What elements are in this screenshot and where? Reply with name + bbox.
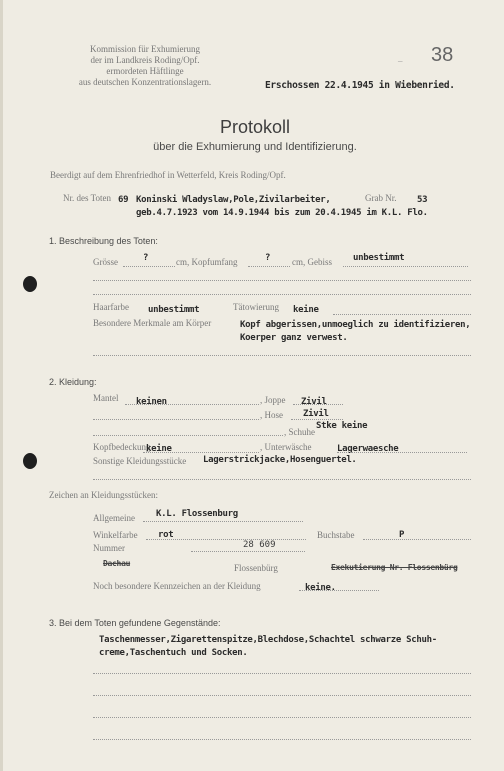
trousers-value: Zivil: [303, 409, 329, 419]
size-label: Grösse: [93, 257, 118, 267]
jacket-line: [293, 404, 343, 405]
size-line: [123, 266, 175, 267]
commission-line-2: der im Landkreis Roding/Opf.: [90, 55, 200, 65]
shoes-label: , Schuhe: [284, 427, 315, 437]
underwear-line: [337, 452, 467, 453]
teeth-line: [343, 266, 468, 267]
jacket-value: Zivil: [301, 397, 327, 407]
underwear-label: , Unterwäsche: [260, 442, 312, 452]
punch-hole: [23, 276, 37, 292]
further-marks-value: keine.: [305, 583, 336, 593]
other-clothing-label: Sonstige Kleidungsstücke: [93, 456, 187, 466]
angle-color-label: Winkelfarbe: [93, 530, 138, 540]
tattoo-label: Tätowierung: [233, 302, 279, 312]
blank-line: [93, 673, 471, 674]
blank-line: [93, 479, 471, 480]
punch-hole: [23, 453, 37, 469]
flossenburg-label: Flossenbürg: [234, 563, 278, 573]
clothing-marks-heading: Zeichen an Kleidungsstücken:: [49, 490, 158, 500]
angle-color-line: [146, 539, 306, 540]
headwear-value: keine: [146, 444, 172, 454]
headwear-label: Kopfbedeckung: [93, 442, 151, 452]
tattoo-line: [333, 314, 471, 315]
blank-line: [93, 739, 471, 740]
headwear-line: [143, 452, 259, 453]
blank-line: [93, 294, 471, 295]
dead-number-label: Nr. des Toten: [63, 193, 111, 203]
commission-line-4: aus deutschen Konzentrationslagern.: [78, 77, 212, 87]
blank-line: [93, 435, 283, 436]
size-value: ?: [143, 253, 149, 263]
blank-line: [93, 695, 471, 696]
section-description-heading: 1. Beschreibung des Toten:: [49, 236, 158, 246]
page-title: Protokoll: [219, 117, 291, 137]
blank-line: [93, 419, 259, 420]
page-subtitle: über die Exhumierung und Identifizierung.: [153, 141, 357, 153]
number-label: Nummer: [93, 543, 125, 553]
underwear-value: Lagerwaesche: [337, 444, 399, 454]
items-line-2: creme,Taschentuch und Socken.: [99, 648, 248, 658]
coat-label: Mantel: [93, 393, 119, 403]
marks-value-1: Kopf abgerissen,unmoeglich zu identifizieren,: [240, 320, 471, 330]
marks-value-2: Koerper ganz verwest.: [240, 333, 348, 343]
section-clothing-heading: 2. Kleidung:: [49, 377, 97, 387]
grave-label: Grab Nr.: [365, 193, 397, 203]
marks-label: Besondere Merkmale am Körper: [93, 318, 212, 328]
burial-line: Beerdigt auf dem Ehrenfriedhof in Wetterfeld, Kreis Roding/Opf.: [50, 170, 286, 180]
general-line: [143, 521, 303, 522]
struck-execution-note: Exekutierung Nr. Flossenbürg: [331, 563, 458, 572]
angle-color-value: rot: [158, 530, 174, 540]
teeth-label: cm, Gebiss: [292, 257, 332, 267]
blank-line: [93, 355, 471, 356]
blank-line: [93, 717, 471, 718]
shot-note: Erschossen 22.4.1945 in Wiebenried.: [265, 80, 455, 91]
letter-line: [363, 539, 471, 540]
commission-line-3: ermordeten Häftlinge: [106, 66, 184, 76]
letter-label: Buchstabe: [317, 530, 355, 540]
teeth-value: unbestimmt: [353, 253, 405, 263]
dead-number-value: 69: [118, 195, 129, 205]
section-items-heading: 3. Bei dem Toten gefundene Gegenstände:: [49, 618, 221, 628]
page-number: 38: [431, 44, 454, 66]
hair-label: Haarfarbe: [93, 302, 129, 312]
commission-line-1: Kommission für Exhumierung: [90, 44, 200, 54]
further-marks-label: Noch besondere Kennzeichen an der Kleidung: [93, 581, 261, 591]
items-line-1: Taschenmesser,Zigarettenspitze,Blechdose,Schachtel schwarze Schuh-: [99, 635, 437, 645]
other-clothing-value: Lagerstrickjacke,Hosenguertel.: [203, 455, 357, 465]
dash-mark: –: [398, 56, 403, 66]
number-value: 28 609: [243, 540, 276, 550]
hair-value: unbestimmt: [148, 305, 200, 315]
struck-camp-dachau: Dachau: [103, 559, 131, 568]
head-line: [248, 266, 290, 267]
dead-detail-value: geb.4.7.1923 vom 14.9.1944 bis zum 20.4.1945 im K.L. Flo.: [136, 208, 428, 218]
letter-value: P: [399, 530, 405, 540]
trousers-line: [291, 419, 343, 420]
general-value: K.L. Flossenburg: [156, 509, 238, 519]
dead-name-value: Koninski Wladyslaw,Pole,Zivilarbeiter,: [136, 195, 331, 205]
head-value: ?: [265, 253, 271, 263]
head-label: cm, Kopfumfang: [176, 257, 238, 267]
coat-value: keinen: [136, 397, 167, 407]
tattoo-value: keine: [293, 305, 319, 315]
blank-line: [93, 280, 471, 281]
jacket-label: , Joppe: [260, 395, 286, 405]
grave-number: 53: [417, 195, 428, 205]
shoes-value: Stke keine: [316, 421, 368, 431]
general-label: Allgemeine: [93, 513, 135, 523]
number-line: [191, 551, 305, 552]
trousers-label: , Hose: [260, 410, 283, 420]
